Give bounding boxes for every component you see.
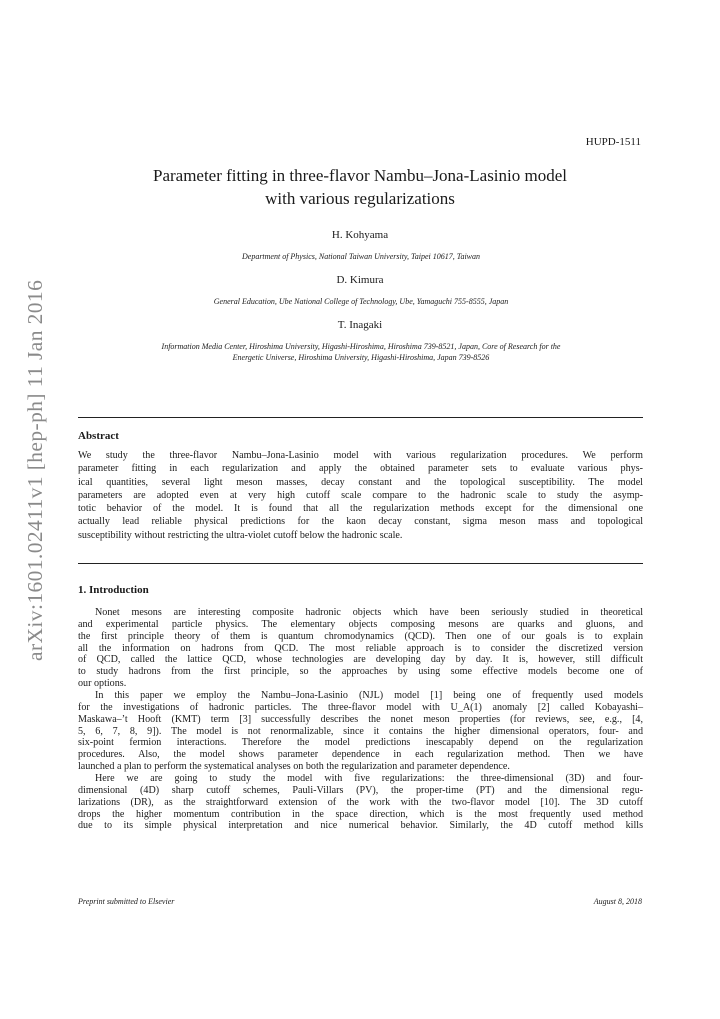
text-line: launched a plan to perform the systematical analyses on both the regularization and parameter dependence.: [78, 761, 510, 773]
footer-preprint-note: Preprint submitted to Elsevier: [78, 897, 175, 906]
text-line: procedures. Also, the model shows parameter dependence in each regularization method. Then we have: [78, 749, 643, 761]
text-line: our options.: [78, 678, 127, 690]
abstract-line: totic behavior of the model. It is found that all the regularization methods except for the dimensional one: [78, 503, 643, 515]
title-line-1: Parameter fitting in three-flavor Nambu–Jona-Lasinio model: [152, 166, 567, 185]
text-line: In this paper we employ the Nambu–Jona-Lasinio (NJL) model [1] being one of frequently used models: [95, 690, 643, 701]
text-line: the first principle theory of them is quantum chromodynamics (QCD). Then one of our goals is to explain: [78, 630, 643, 642]
body-paragraph: [78, 607, 643, 690]
author-affiliation: [80, 341, 642, 363]
paper-title: [0, 164, 720, 210]
text-line: due to its simple physical interpretation and nice numerical behavior. Similarly, the 4D cutoff method kills: [78, 820, 643, 832]
horizontal-rule: [78, 563, 643, 564]
text-line: six-point fermion interactions. Therefore the model predictions inescapably depend on the regularization: [78, 737, 643, 749]
author-name: T. Inagaki: [337, 319, 383, 331]
author-name: H. Kohyama: [331, 229, 389, 241]
text-line: Maskawa–’t Hooft (KMT) term [3] successfully describes the nonet meson properties (for reviews, see, e.g., [4,: [78, 713, 643, 725]
abstract-line: susceptibility without restricting the ultra-violet cutoff below the hadronic scale.: [78, 529, 403, 541]
text-line: drops the higher momentum contribution in the space direction, which is the most frequently used method: [78, 808, 643, 820]
abstract-line: We study the three-flavor Nambu–Jona-Lasinio model with various regularization procedures. We perform: [78, 450, 643, 461]
text-line: of QCD, called the lattice QCD, whose technologies are developing day by day. It is, however, still difficult: [78, 654, 643, 666]
abstract-line: actually lead reliable physical predictions for the kaon decay constant, sigma meson mass and topological: [78, 516, 643, 528]
footer-date: August 8, 2018: [593, 897, 642, 906]
report-number: HUPD-1511: [585, 136, 641, 148]
text-line: and experimental particle physics. The elementary objects composing mesons are quarks and gluons, and: [78, 618, 643, 630]
text-line: all the information on hadrons from QCD. The most reliable approach is to consider the discretized version: [78, 642, 643, 654]
abstract-body: [78, 449, 643, 542]
abstract-line: parameter fitting in each regularization and apply the obtained parameter sets to evaluate various phys-: [78, 463, 643, 475]
text-line: to study hadrons from the first principle, so the approaches by using some effective models become one of: [78, 666, 643, 678]
text-line: Nonet mesons are interesting composite hadronic objects which have been seriously studied in theoretical: [95, 607, 643, 618]
horizontal-rule: [78, 417, 643, 418]
title-line-2: with various regularizations: [265, 189, 455, 208]
text-line: larizations (DR), as the straightforward extension of the work with the two-flavor model [10]. The 3D cutoff: [78, 796, 643, 808]
body-paragraph: [78, 773, 643, 832]
abstract-line: ical quantities, several light meson masses, decay constant and the topological susceptibility. The model: [78, 476, 643, 488]
section-heading: 1. Introduction: [78, 584, 149, 596]
author-name: D. Kimura: [336, 274, 384, 286]
affiliation-line: Energetic Universe, Hiroshima University, Higashi-Hiroshima, Japan 739-8526: [232, 353, 490, 362]
affiliation-line: Information Media Center, Hiroshima University, Higashi-Hiroshima, Hiroshima 739-8521, Japan, Core of Research for the: [161, 342, 561, 351]
body-paragraph: [78, 690, 643, 773]
author-affiliation: General Education, Ube National College of Technology, Ube, Yamaguchi 755-8555, Japan: [213, 297, 509, 306]
arxiv-identifier-stamp: arXiv:1601.02411v1 [hep-ph] 11 Jan 2016: [23, 279, 47, 661]
author-affiliation: Department of Physics, National Taiwan University, Taipei 10617, Taiwan: [241, 252, 481, 261]
text-line: for the investigations of hadronic particles. The three-flavor model with U_A(1) anomaly [2] called Kobayashi–: [78, 701, 643, 713]
abstract-line: parameters are adopted even at very high cutoff scale compare to the hadronic scale to study the asymp-: [78, 489, 643, 501]
text-line: dimensional (4D) sharp cutoff schemes, Pauli-Villars (PV), the proper-time (PT) and the dimensional regu-: [78, 784, 643, 796]
text-line: 5, 6, 7, 8, 9]). The model is not renormalizable, since it contains the higher dimensional operators, four- and: [78, 725, 643, 737]
abstract-heading: Abstract: [78, 430, 119, 442]
text-line: Here we are going to study the model with five regularizations: the three-dimensional (3D) and four-: [95, 773, 643, 784]
